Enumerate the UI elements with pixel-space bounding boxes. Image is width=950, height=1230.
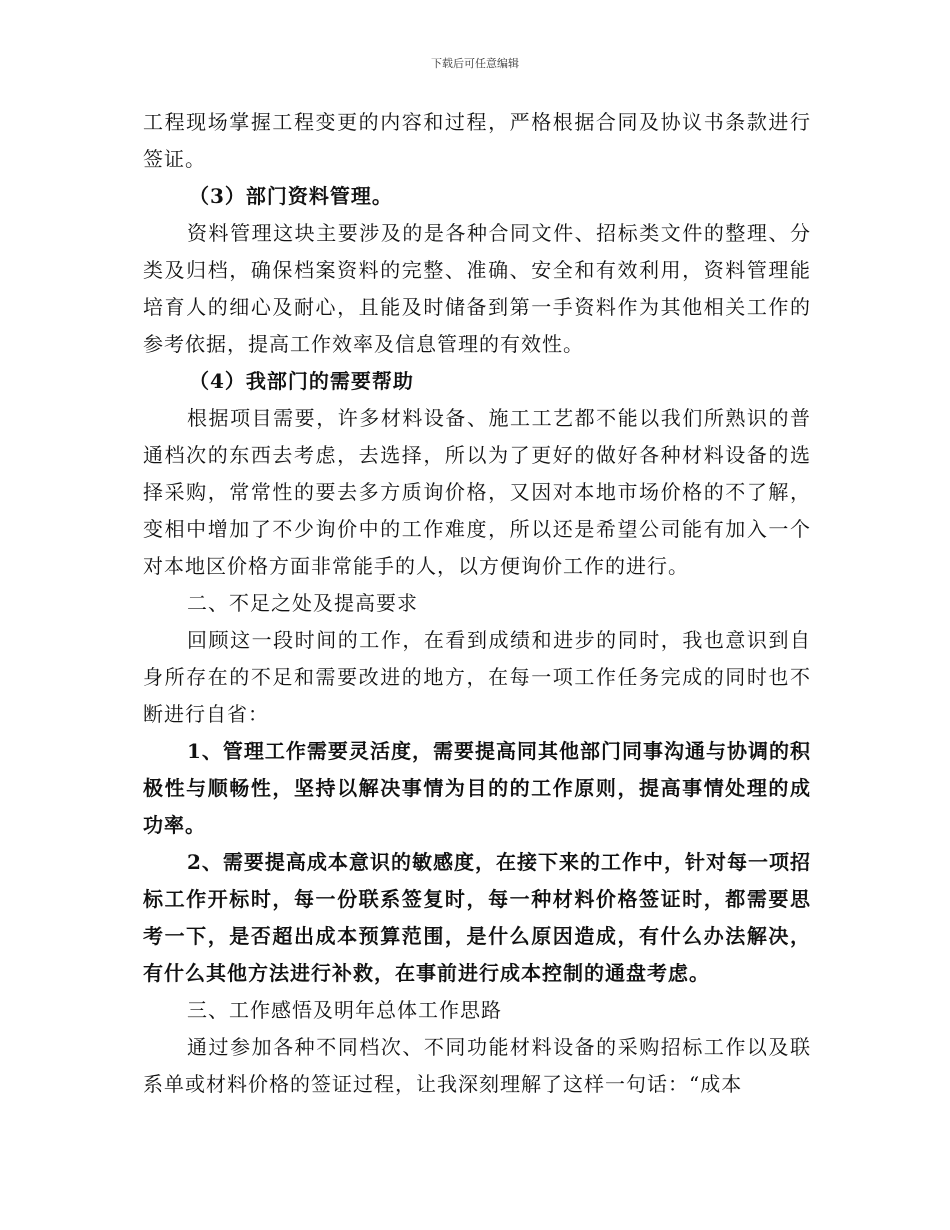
paragraph-point-1: 1、管理工作需要灵活度，需要提高同其他部门同事沟通与协调的积极性与顺畅性，坚持以解决事情为目的的工作原则，提高事情处理的成功率。 — [143, 739, 811, 837]
paragraph-records-management: 资料管理这块主要涉及的是各种合同文件、招标类文件的整理、分类及归档，确保档案资料的完整、准确、安全和有效利用，资料管理能培育人的细心及耐心，且能及时储备到第一手资料作为其他相关工作的参考依据，提高工作效率及信息管理的有效性。 — [143, 221, 811, 356]
heading-department-records: （3）部门资料管理。 — [189, 184, 393, 208]
paragraph-reflections: 通过参加各种不同档次、不同功能材料设备的采购招标工作以及联系单或材料价格的签证过程，让我深刻理解了这样一句话：“成本 — [143, 1035, 811, 1096]
paragraph-review: 回顾这一段时间的工作，在看到成绩和进步的同时，我也意识到自身所存在的不足和需要改进的地方，在每一项工作任务完成的同时也不断进行自省： — [143, 628, 811, 726]
heading-department-needs: （4）我部门的需要帮助 — [189, 369, 414, 393]
paragraph-needs: 根据项目需要，许多材料设备、施工工艺都不能以我们所熟识的普通档次的东西去考虑，去选择，所以为了更好的做好各种材料设备的选择采购，常常性的要去多方质询价格，又因对本地市场价格的不了解，变相中增加了不少询价中的工作难度，所以还是希望公司能有加入一个对本地区价格方面非常能手的人，以方便询价工作的进行。 — [143, 406, 811, 578]
heading-reflections: 三、工作感悟及明年总体工作思路 — [187, 998, 502, 1022]
page-header: 下载后可任意编辑 — [431, 57, 519, 70]
paragraph-point-2: 2、需要提高成本意识的敏感度，在接下来的工作中，针对每一项招标工作开标时，每一份联系签复时，每一种材料价格签证时，都需要思考一下，是否超出成本预算范围，是什么原因造成，有什么办法解决，有什么其他方法进行补救，在事前进行成本控制的通盘考虑。 — [143, 850, 811, 985]
heading-shortcomings: 二、不足之处及提高要求 — [187, 591, 418, 615]
paragraph-contract-change: 工程现场掌握工程变更的内容和过程，严格根据合同及协议书条款进行签证。 — [143, 110, 811, 171]
document-body — [143, 104, 811, 1103]
